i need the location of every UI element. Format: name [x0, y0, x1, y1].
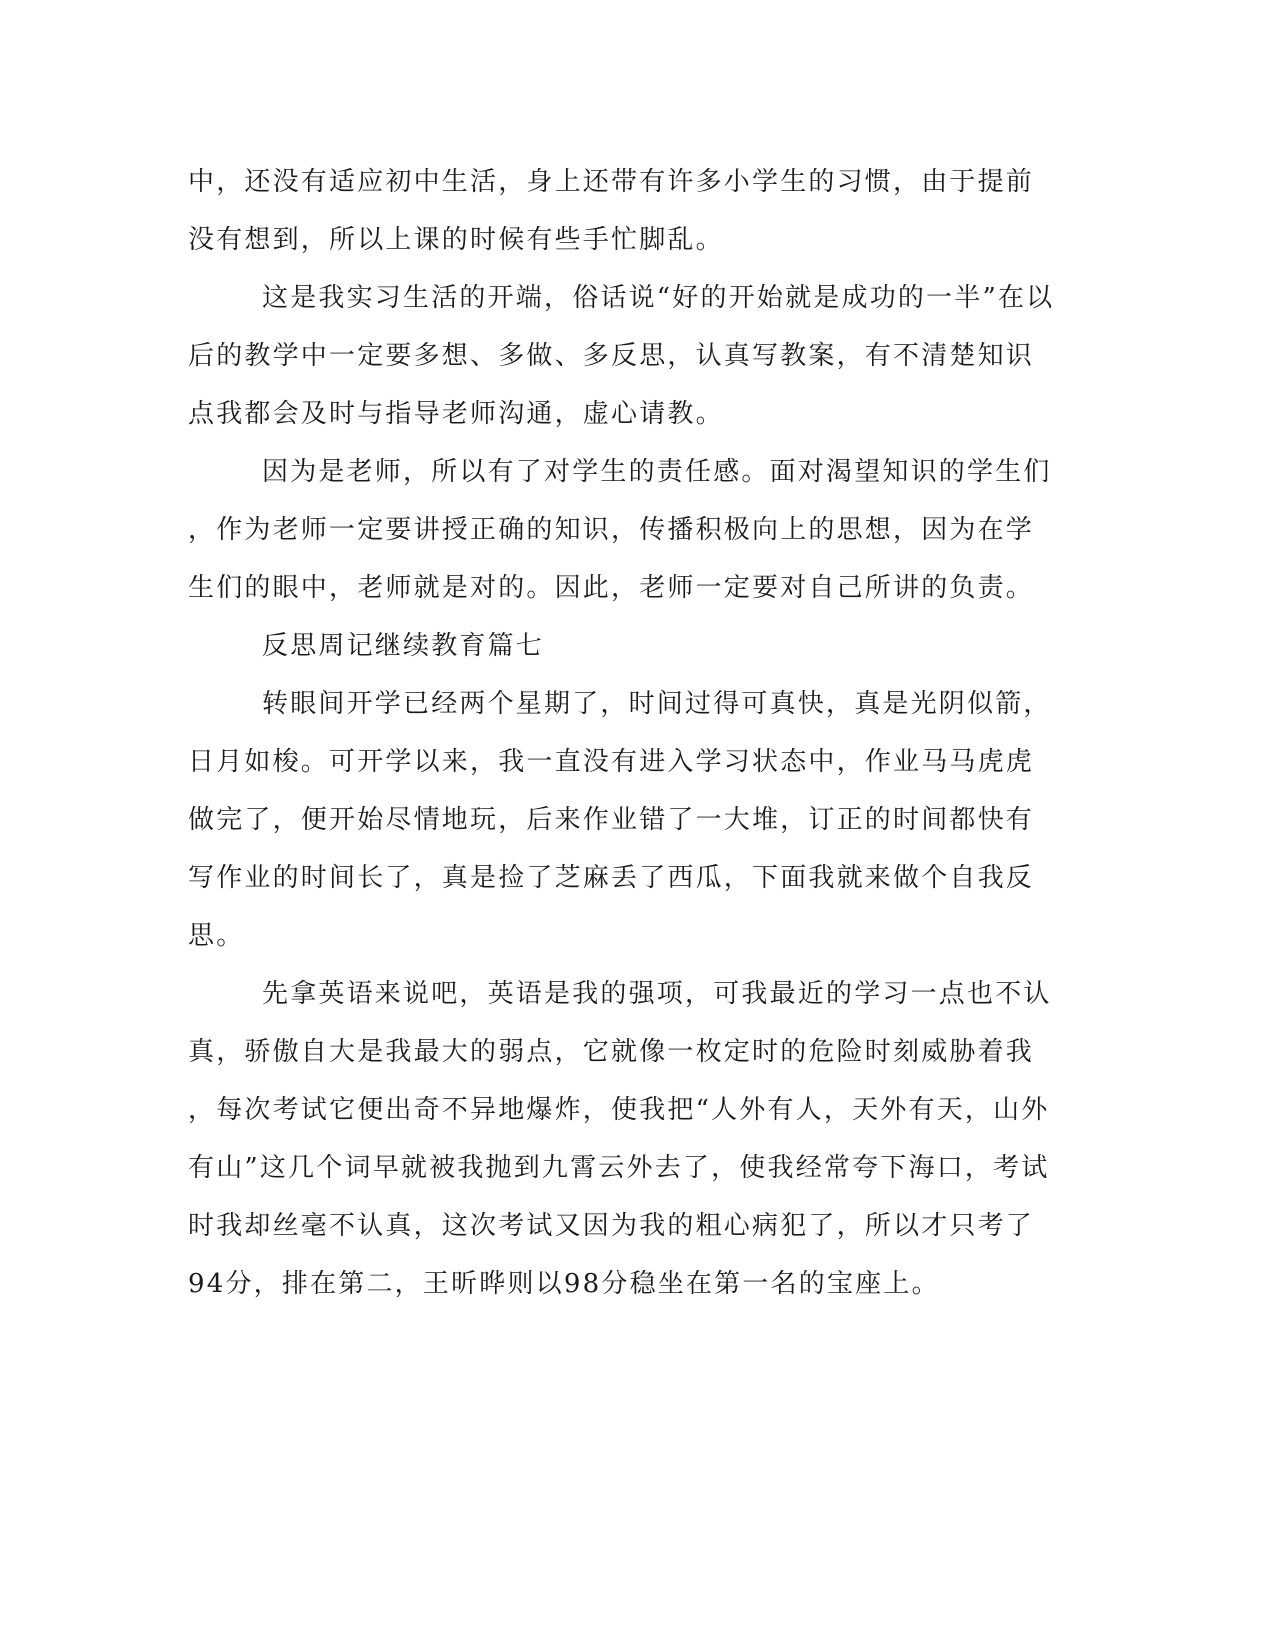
text-line: 有山”这几个词早就被我抛到九霄云外去了，使我经常夸下海口，考试: [188, 1153, 1050, 1183]
text-line: 做完了，便开始尽情地玩，后来作业错了一大堆，订正的时间都快有: [188, 805, 1035, 835]
text-line: 点我都会及时与指导老师沟通，虚心请教。: [188, 399, 724, 429]
paragraph-first-line: 因为是老师，所以有了对学生的责任感。面对渴望知识的学生们: [262, 457, 1052, 487]
text-line: 真，骄傲自大是我最大的弱点，它就像一枚定时的危险时刻威胁着我: [188, 1037, 1035, 1067]
text-line: ，每次考试它便出奇不异地爆炸，使我把“人外有人，天外有天，山外: [188, 1095, 1050, 1125]
text-line: 日月如梭。可开学以来，我一直没有进入学习状态中，作业马马虎虎: [188, 747, 1035, 777]
text-line: ，作为老师一定要讲授正确的知识，传播积极向上的思想，因为在学: [188, 515, 1035, 545]
text-line: 后的教学中一定要多想、多做、多反思，认真写教案，有不清楚知识: [188, 341, 1035, 371]
text-line: 写作业的时间长了，真是捡了芝麻丢了西瓜，下面我就来做个自我反: [188, 863, 1035, 893]
text-line: 生们的眼中，老师就是对的。因此，老师一定要对自己所讲的负责。: [188, 573, 1035, 603]
paragraph-first-line: 转眼间开学已经两个星期了，时间过得可真快，真是光阴似箭，: [262, 689, 1052, 719]
section-heading: 反思周记继续教育篇七: [262, 631, 545, 661]
text-line: 没有想到，所以上课的时候有些手忙脚乱。: [188, 225, 724, 255]
text-line: 时我却丝毫不认真，这次考试又因为我的粗心病犯了，所以才只考了: [188, 1211, 1035, 1241]
text-line: 思。: [188, 921, 245, 951]
text-line: 94分，排在第二，王昕晔则以98分稳坐在第一名的宝座上。: [188, 1269, 940, 1299]
paragraph-first-line: 这是我实习生活的开端，俗话说“好的开始就是成功的一半”在以: [262, 283, 1055, 313]
paragraph-first-line: 先拿英语来说吧，英语是我的强项，可我最近的学习一点也不认: [262, 979, 1052, 1009]
text-line: 中，还没有适应初中生活，身上还带有许多小学生的习惯，由于提前: [188, 167, 1035, 197]
